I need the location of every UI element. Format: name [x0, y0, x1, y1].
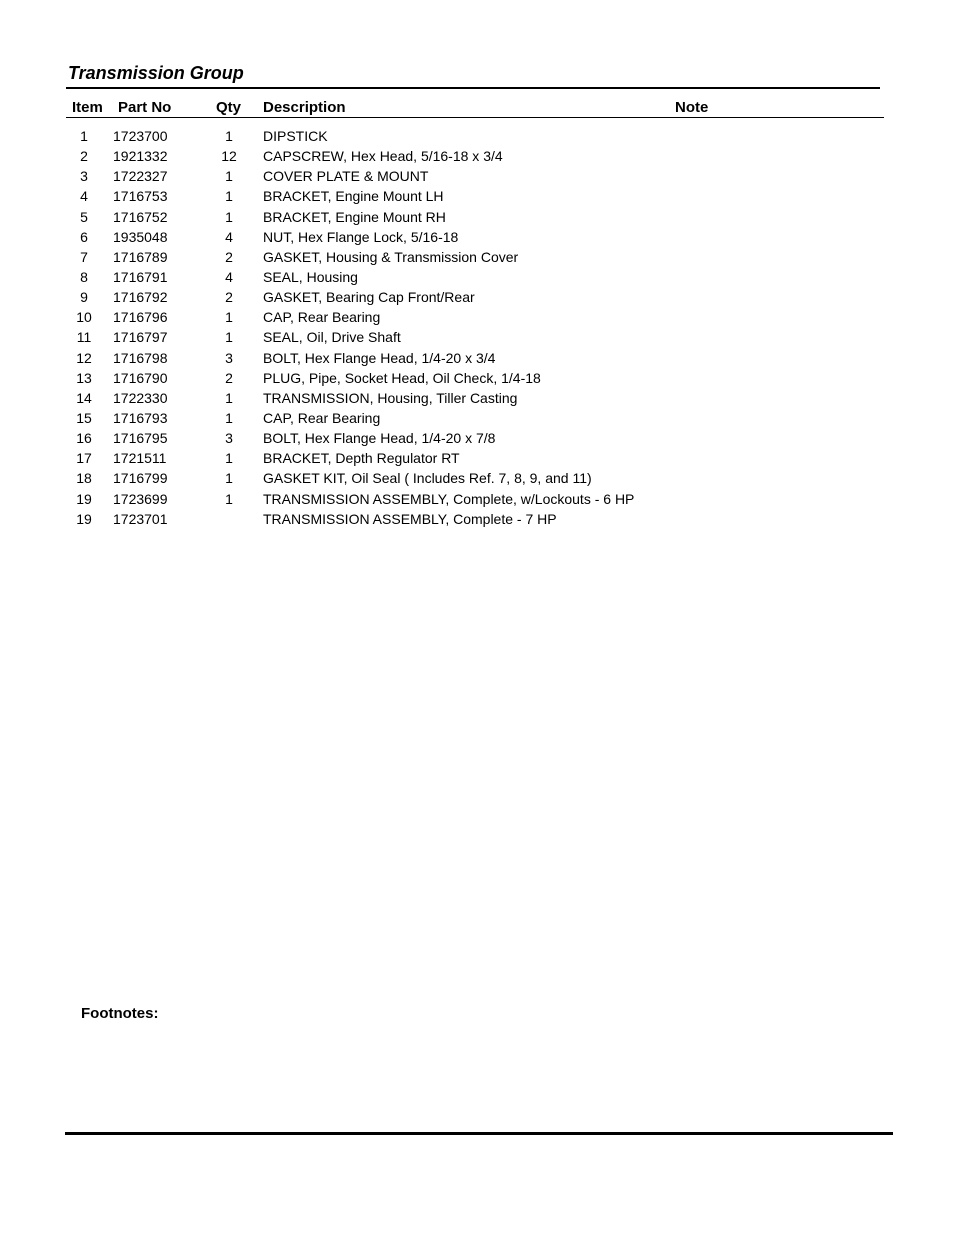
qty-cell: 1 — [225, 450, 233, 467]
item-cell: 18 — [76, 470, 92, 487]
column-header-part-no: Part No — [118, 99, 172, 116]
part-no-cell: 1723701 — [113, 510, 168, 527]
table-header — [0, 99, 954, 117]
qty-cell: 1 — [225, 208, 233, 225]
title-divider — [66, 87, 880, 89]
table-row — [0, 208, 954, 228]
part-no-cell: 1716799 — [113, 470, 168, 487]
description-cell: CAPSCREW, Hex Head, 5/16-18 x 3/4 — [263, 148, 503, 165]
description-cell: BOLT, Hex Flange Head, 1/4-20 x 7/8 — [263, 430, 496, 447]
description-cell: GASKET, Bearing Cap Front/Rear — [263, 289, 475, 306]
footnotes-label: Footnotes: — [81, 1005, 159, 1022]
description-cell: TRANSMISSION, Housing, Tiller Casting — [263, 389, 518, 406]
item-cell: 10 — [76, 309, 92, 326]
item-cell: 13 — [76, 369, 92, 386]
item-cell: 19 — [76, 490, 92, 507]
column-header-item: Item — [72, 99, 103, 116]
item-cell: 7 — [80, 248, 88, 265]
table-row — [0, 469, 954, 489]
bottom-divider — [65, 1132, 893, 1135]
description-cell: PLUG, Pipe, Socket Head, Oil Check, 1/4-18 — [263, 369, 541, 386]
part-no-cell: 1716797 — [113, 329, 168, 346]
table-row — [0, 127, 954, 147]
part-no-cell: 1716798 — [113, 349, 168, 366]
qty-cell: 2 — [225, 369, 233, 386]
part-no-cell: 1722330 — [113, 389, 168, 406]
header-divider — [66, 117, 884, 118]
description-cell: CAP, Rear Bearing — [263, 309, 381, 326]
item-cell: 9 — [80, 289, 88, 306]
page-title: Transmission Group — [68, 63, 244, 83]
item-cell: 8 — [80, 268, 88, 285]
part-no-cell: 1723699 — [113, 490, 168, 507]
description-cell: GASKET KIT, Oil Seal ( Includes Ref. 7, 8, 9, and 11) — [263, 470, 592, 487]
qty-cell: 1 — [225, 490, 233, 507]
table-row — [0, 328, 954, 348]
description-cell: NUT, Hex Flange Lock, 5/16-18 — [263, 228, 459, 245]
item-cell: 11 — [76, 329, 92, 346]
table-row — [0, 167, 954, 187]
description-cell: CAP, Rear Bearing — [263, 409, 381, 426]
description-cell: TRANSMISSION ASSEMBLY, Complete - 7 HP — [263, 510, 557, 527]
part-no-cell: 1721511 — [113, 450, 167, 467]
item-cell: 16 — [76, 430, 92, 447]
table-row — [0, 288, 954, 308]
qty-cell: 1 — [225, 470, 233, 487]
table-row — [0, 369, 954, 389]
part-no-cell: 1723700 — [113, 128, 168, 144]
table-row — [0, 409, 954, 429]
table-row — [0, 187, 954, 207]
qty-cell: 4 — [225, 228, 233, 245]
item-cell: 1 — [80, 128, 88, 144]
table-row — [0, 228, 954, 248]
qty-cell: 1 — [225, 168, 233, 185]
qty-cell: 1 — [225, 188, 233, 205]
table-row — [0, 429, 954, 449]
table-row — [0, 147, 954, 167]
table-row — [0, 449, 954, 469]
column-header-description: Description — [263, 99, 346, 116]
qty-cell: 12 — [221, 148, 237, 165]
item-cell: 17 — [76, 450, 92, 467]
part-no-cell: 1716796 — [113, 309, 168, 326]
parts-table-body — [0, 127, 954, 530]
part-no-cell: 1935048 — [113, 228, 168, 245]
table-row — [0, 349, 954, 369]
part-no-cell: 1921332 — [113, 148, 168, 165]
item-cell: 19 — [76, 510, 92, 527]
qty-cell: 2 — [225, 248, 233, 265]
table-row — [0, 268, 954, 288]
item-cell: 6 — [80, 228, 88, 245]
description-cell: TRANSMISSION ASSEMBLY, Complete, w/Lockouts - 6 HP — [263, 490, 635, 507]
qty-cell: 1 — [225, 409, 233, 426]
item-cell: 5 — [80, 208, 88, 225]
qty-cell: 1 — [225, 309, 233, 326]
qty-cell: 4 — [225, 268, 233, 285]
description-cell: SEAL, Housing — [263, 268, 358, 285]
item-cell: 12 — [76, 349, 92, 366]
description-cell: BRACKET, Engine Mount RH — [263, 208, 446, 225]
table-row — [0, 308, 954, 328]
part-no-cell: 1716793 — [113, 409, 168, 426]
item-cell: 4 — [80, 188, 88, 205]
table-row — [0, 510, 954, 530]
description-cell: BRACKET, Engine Mount LH — [263, 188, 444, 205]
table-row — [0, 389, 954, 409]
part-no-cell: 1716753 — [113, 188, 168, 205]
qty-cell: 3 — [225, 349, 233, 366]
part-no-cell: 1716792 — [113, 289, 168, 306]
description-cell: BOLT, Hex Flange Head, 1/4-20 x 3/4 — [263, 349, 496, 366]
qty-cell: 3 — [225, 430, 233, 447]
part-no-cell: 1716791 — [113, 268, 168, 285]
item-cell: 3 — [80, 168, 88, 185]
qty-cell: 1 — [225, 389, 233, 406]
item-cell: 14 — [76, 389, 92, 406]
part-no-cell: 1716789 — [113, 248, 168, 265]
column-header-note: Note — [675, 99, 709, 116]
qty-cell: 1 — [225, 128, 233, 144]
part-no-cell: 1722327 — [113, 168, 168, 185]
description-cell: GASKET, Housing & Transmission Cover — [263, 248, 519, 265]
part-no-cell: 1716795 — [113, 430, 168, 447]
column-header-qty: Qty — [216, 99, 242, 116]
item-cell: 2 — [80, 148, 88, 165]
table-row — [0, 490, 954, 510]
item-cell: 15 — [76, 409, 92, 426]
part-no-cell: 1716752 — [113, 208, 168, 225]
table-row — [0, 248, 954, 268]
qty-cell: 1 — [225, 329, 233, 346]
description-cell: DIPSTICK — [263, 128, 328, 144]
part-no-cell: 1716790 — [113, 369, 168, 386]
description-cell: SEAL, Oil, Drive Shaft — [263, 329, 401, 346]
description-cell: COVER PLATE & MOUNT — [263, 168, 429, 185]
qty-cell: 2 — [225, 289, 233, 306]
description-cell: BRACKET, Depth Regulator RT — [263, 450, 460, 467]
